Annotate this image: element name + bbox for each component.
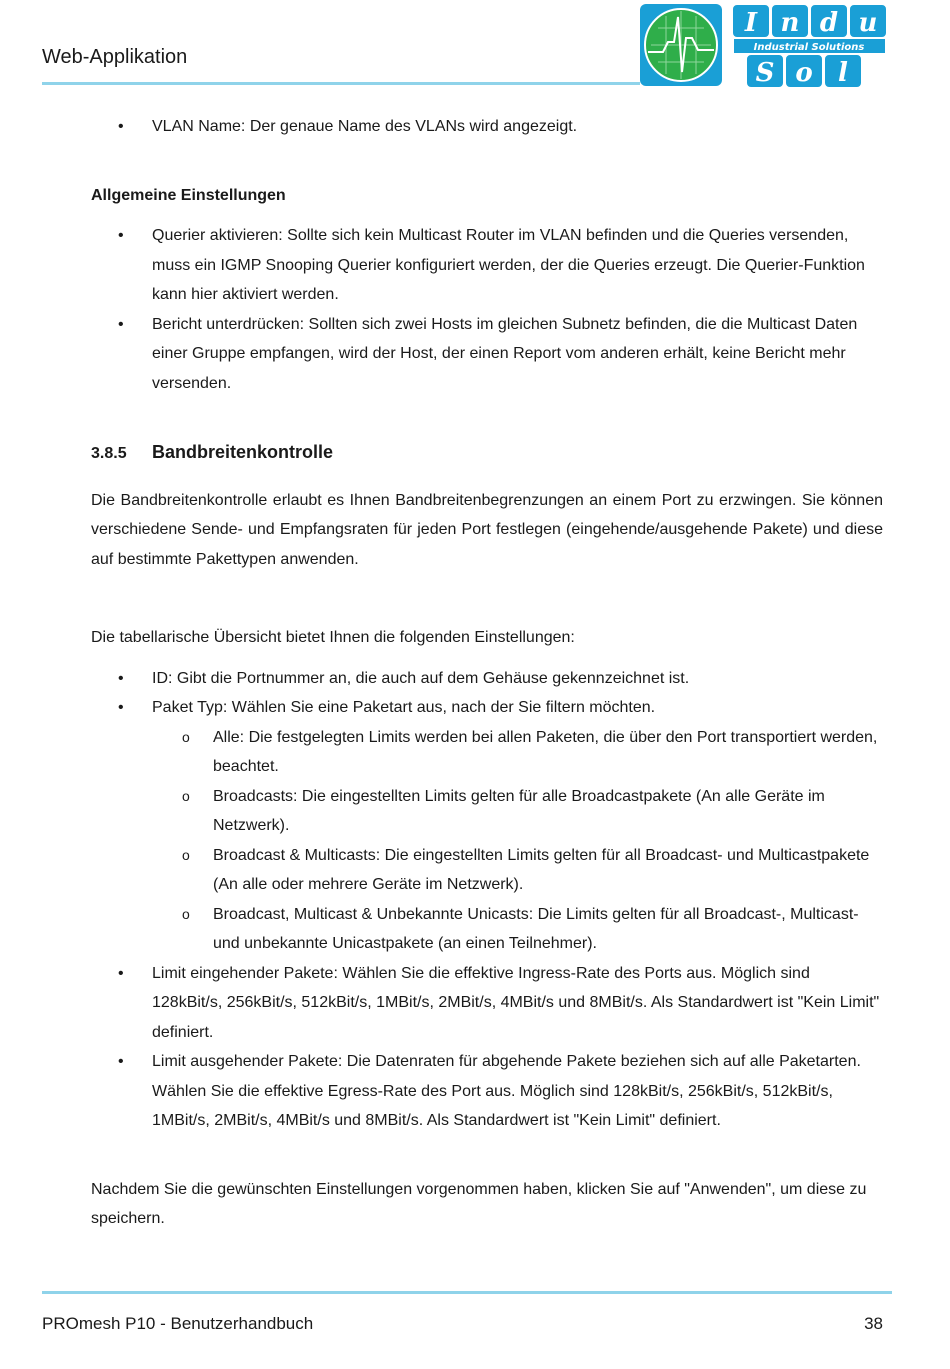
sub-list-item: o Broadcasts: Die eingestellten Limits gelten für alle Broadcastpakete (An alle Geräte im Netzwerk). — [152, 782, 883, 841]
footer-document-title: PROmesh P10 - Benutzerhandbuch — [42, 1314, 314, 1333]
logo-letter: l — [838, 58, 848, 88]
settings-list — [91, 664, 883, 1136]
page-header-title: Web-Applikation — [42, 46, 188, 68]
indusol-logo — [638, 2, 892, 88]
logo-letter: I — [744, 8, 758, 38]
section-intro: Die Bandbreitenkontrolle erlaubt es Ihnen Bandbreitenbegrenzungen an einem Port zu erzwingen. Sie können verschiedene Sende- und Empfangsraten für jeden Port festlegen (eingehende/ausgehende Pakete) und diese auf bestimmte Pakettypen anwenden. — [91, 491, 883, 568]
logo-letter: u — [858, 8, 878, 38]
general-settings-list — [91, 221, 883, 398]
sub-list-item: o Broadcast & Multicasts: Die eingestellten Limits gelten für all Broadcast- und Multicastpakete (An alle oder mehrere Geräte im Netzwerk). — [152, 841, 883, 900]
list-item: • ID: Gibt die Portnummer an, die auch auf dem Gehäuse gekennzeichnet ist. — [91, 664, 883, 694]
sub-list-item: o Broadcast, Multicast & Unbekannte Unicasts: Die Limits gelten für all Broadcast-, Multicast- und unbekannte Unicastpakete (an einen Teilnehmer). — [152, 900, 883, 959]
logo-letter: n — [780, 8, 800, 38]
logo-letter: d — [819, 8, 839, 38]
section-title: Bandbreitenkontrolle — [152, 442, 334, 462]
logo-letter: S — [755, 58, 775, 88]
section-number: 3.8.5 — [91, 445, 127, 462]
list-item — [91, 693, 883, 959]
list-item: • Querier aktivieren: Sollte sich kein Multicast Router im VLAN befinden und die Queries versenden, muss ein IGMP Snooping Querier konfiguriert werden, der die Queries erzeugt. Die Querier-Funktion kann hier aktiviert werden. — [91, 221, 883, 310]
logo-letter: o — [795, 58, 813, 88]
list-item-text: Paket Typ: Wählen Sie eine Paketart aus, nach der Sie filtern möchten. — [152, 699, 656, 716]
header-divider — [42, 82, 640, 85]
list-item: • Limit ausgehender Pakete: Die Datenraten für abgehende Pakete beziehen sich auf alle Paketarten. Wählen Sie die effektive Egress-Rate des Port aus. Möglich sind 128kBit/s, 256kBit/s, 512kBit/s, 1MBit/s, 2MBit/s, 4MBit/s und 8MBit/s. Als Standardwert ist "Kein Limit" definiert. — [91, 1047, 883, 1136]
sub-list-item: o Alle: Die festgelegten Limits werden bei allen Paketen, die über den Port transportiert werden, beachtet. — [152, 723, 883, 782]
closing-paragraph: Nachdem Sie die gewünschten Einstellungen vorgenommen haben, klicken Sie auf "Anwenden", um diese zu speichern. — [91, 1180, 867, 1227]
footer-divider — [42, 1291, 892, 1294]
table-intro: Die tabellarische Übersicht bietet Ihnen die folgenden Einstellungen: — [91, 629, 575, 646]
list-item: • VLAN Name: Der genaue Name des VLANs wird angezeigt. — [91, 112, 883, 142]
packet-type-list — [152, 723, 883, 959]
page-content — [91, 112, 883, 1234]
logo-tagline: Industrial Solutions — [753, 42, 865, 53]
list-item: • Limit eingehender Pakete: Wählen Sie die effektive Ingress-Rate des Ports aus. Möglich sind 128kBit/s, 256kBit/s, 512kBit/s, 1MBit/s, 2MBit/s, 4MBit/s und 8MBit/s. Als Standardwert ist "Kein Limit" definiert. — [91, 959, 883, 1048]
section-heading — [91, 438, 883, 469]
general-settings-heading: Allgemeine Einstellungen — [91, 186, 286, 204]
footer-page-number: 38 — [864, 1314, 883, 1333]
vlan-info-list — [91, 112, 883, 142]
list-item: • Bericht unterdrücken: Sollten sich zwei Hosts im gleichen Subnetz befinden, die die Multicast Daten einer Gruppe empfangen, wird der Host, der einen Report vom anderen erhält, keine Bericht mehr versenden. — [91, 310, 883, 399]
